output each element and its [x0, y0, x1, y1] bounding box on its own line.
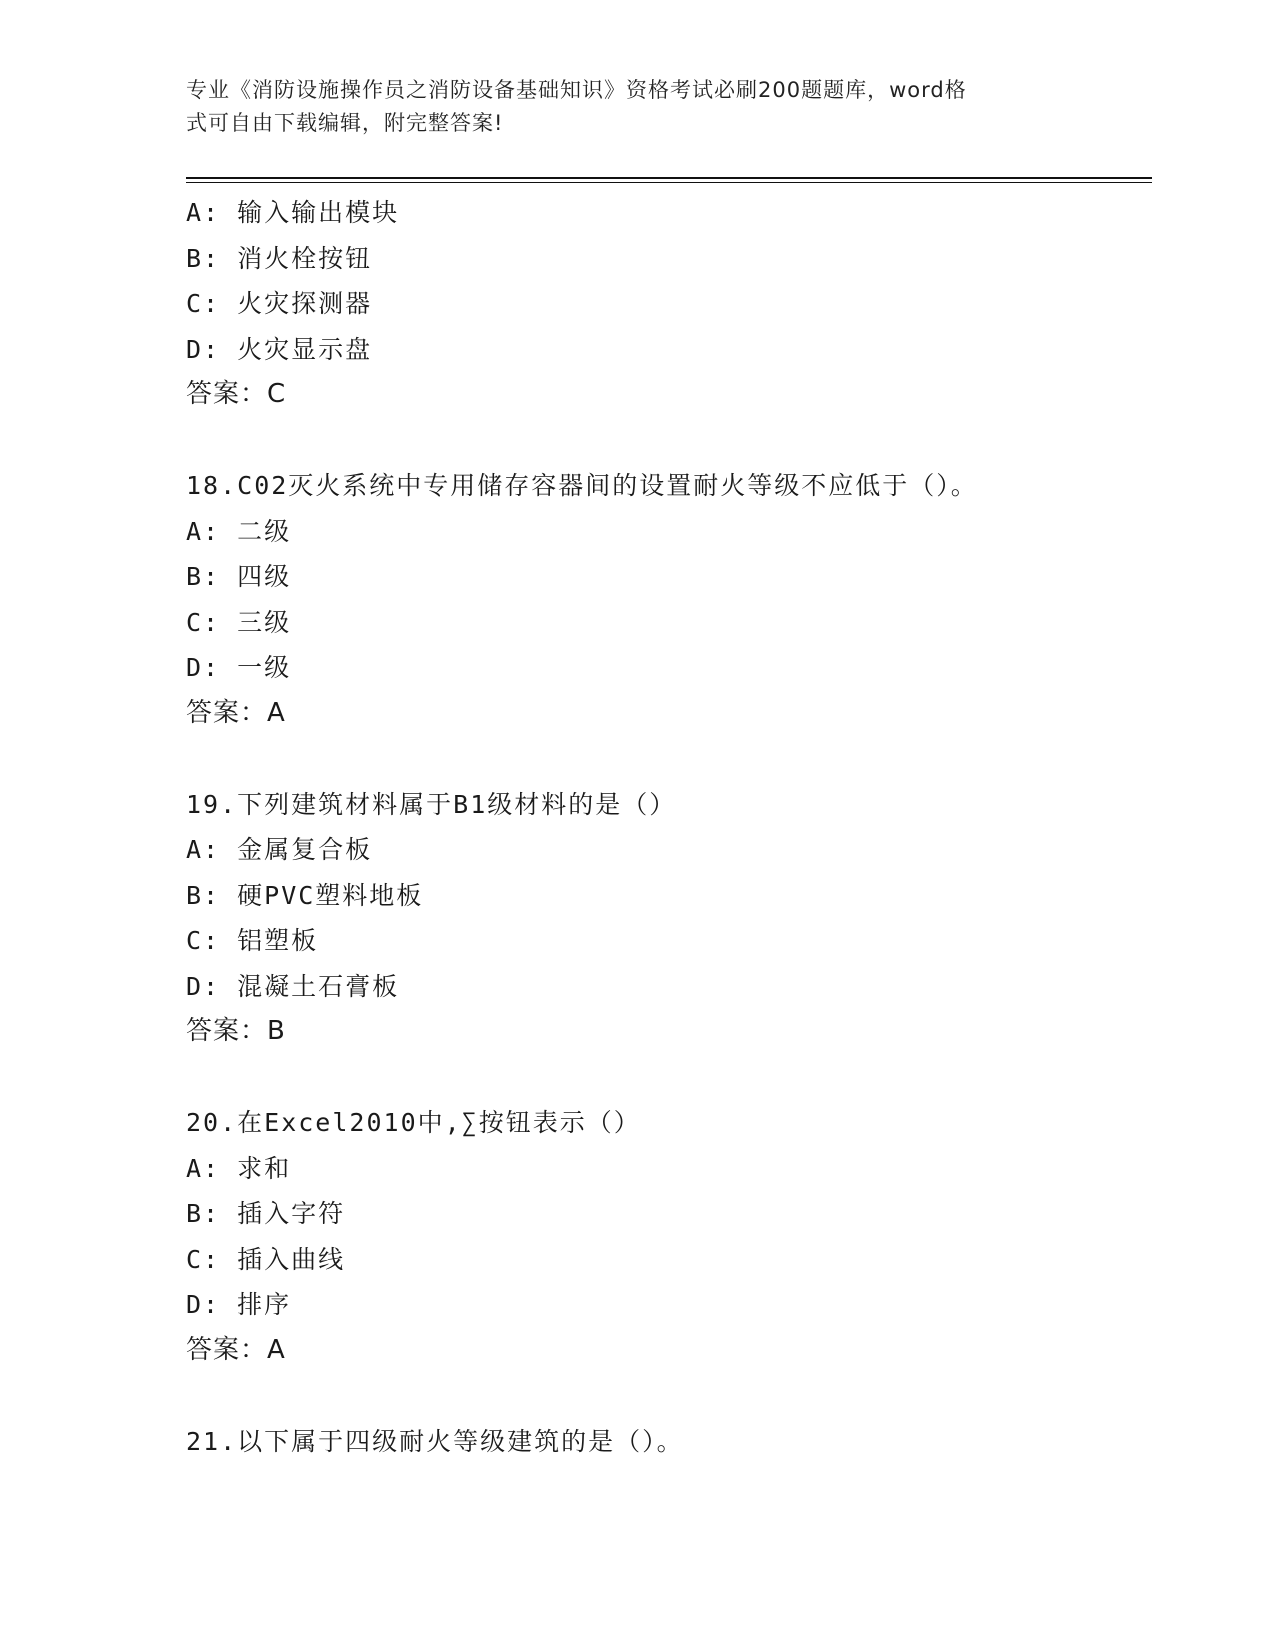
- question-20-block: [186, 1100, 1166, 1373]
- question-17-option-c: C: 火灾探测器: [186, 289, 373, 318]
- question-19-option-d: D: 混凝土石膏板: [186, 971, 400, 1001]
- question-20-text: 20.在Excel2010中,∑按钮表示（）: [186, 1108, 641, 1137]
- header-title-line-2: 式可自由下载编辑，附完整答案!: [186, 111, 504, 135]
- question-21-block: [186, 1419, 1166, 1465]
- document-header: [186, 74, 1066, 140]
- question-17-option-d: D: 火灾显示盘: [186, 334, 373, 364]
- question-18-block: [186, 463, 1166, 736]
- question-19-answer: 答案：B: [186, 1016, 286, 1046]
- question-20-answer: 答案：A: [186, 1334, 286, 1365]
- question-19-text: 19.下列建筑材料属于B1级材料的是（）: [186, 789, 677, 819]
- header-divider-thick: [186, 177, 1152, 179]
- header-divider-thin: [186, 182, 1152, 183]
- question-19-option-b: B: 硬PVC塑料地板: [186, 880, 424, 910]
- question-18-option-a: A: 二级: [186, 516, 292, 546]
- question-18-option-b: B: 四级: [186, 562, 292, 591]
- header-title-line-1: 专业《消防设施操作员之消防设备基础知识》资格考试必刷200题题库，word格: [186, 78, 967, 102]
- question-18-option-d: D: 一级: [186, 653, 292, 682]
- question-20-option-a: A: 求和: [186, 1153, 292, 1183]
- question-18-answer: 答案：A: [186, 697, 286, 728]
- question-20-option-b: B: 插入字符: [186, 1199, 346, 1228]
- question-18-text: 18.C02灭火系统中专用储存容器间的设置耐火等级不应低于（）。: [186, 471, 978, 500]
- question-spacer: [186, 736, 1166, 782]
- question-spacer: [186, 418, 1166, 464]
- question-19-block: [186, 782, 1166, 1055]
- question-17-answer: 答案：C: [186, 379, 287, 409]
- question-spacer: [186, 1373, 1166, 1419]
- question-17-option-b: B: 消火栓按钮: [186, 243, 373, 273]
- question-19-option-c: C: 铝塑板: [186, 926, 319, 955]
- question-17-block: [186, 190, 1166, 418]
- question-20-option-c: C: 插入曲线: [186, 1244, 346, 1274]
- question-list: [186, 190, 1166, 1464]
- question-20-option-d: D: 排序: [186, 1290, 292, 1319]
- question-spacer: [186, 1055, 1166, 1101]
- question-19-option-a: A: 金属复合板: [186, 835, 373, 864]
- question-18-option-c: C: 三级: [186, 607, 292, 637]
- question-21-text: 21.以下属于四级耐火等级建筑的是（）。: [186, 1426, 684, 1456]
- question-17-option-a: A: 输入输出模块: [186, 198, 400, 227]
